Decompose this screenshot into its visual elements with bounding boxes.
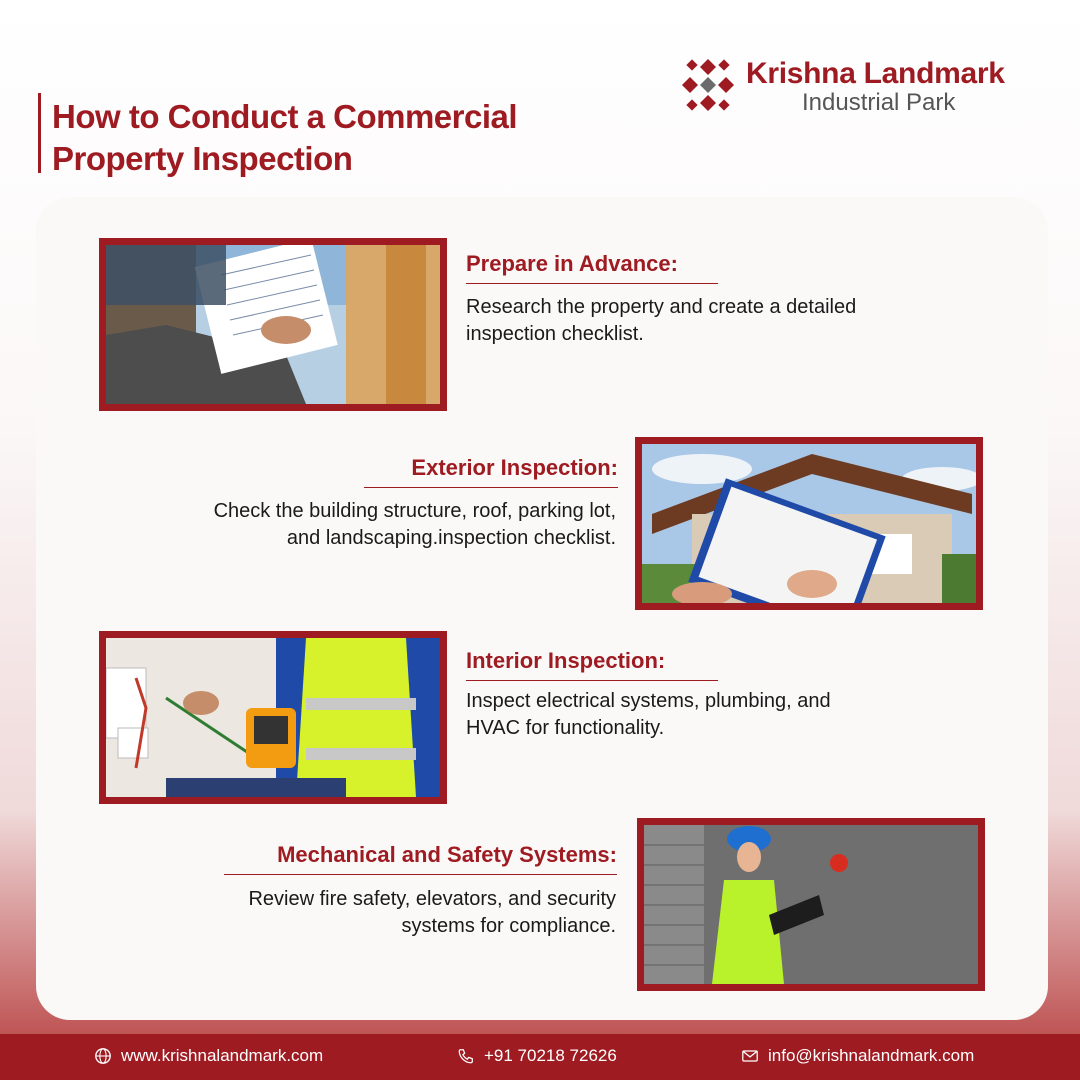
step-1-desc-line-2: inspection checklist. bbox=[466, 323, 644, 345]
safety-inspector-photo bbox=[637, 818, 985, 991]
clipboard-checklist-photo bbox=[99, 238, 447, 411]
step-1-description bbox=[466, 294, 906, 348]
globe-icon bbox=[94, 1047, 112, 1065]
step-1-desc-line-1: Research the property and create a detailed bbox=[466, 296, 857, 318]
mail-icon bbox=[741, 1047, 759, 1065]
website-text[interactable]: www.krishnalandmark.com bbox=[121, 1046, 324, 1065]
step-4-description bbox=[150, 886, 616, 940]
footer-phone[interactable] bbox=[457, 1046, 617, 1066]
house-exterior-photo bbox=[635, 437, 983, 610]
step-3-heading: Interior Inspection: bbox=[466, 648, 718, 681]
title-accent-bar bbox=[38, 93, 41, 173]
step-4-desc-line-2: systems for compliance. bbox=[401, 915, 616, 937]
step-3-description bbox=[466, 688, 906, 742]
step-3-desc-line-2: HVAC for functionality. bbox=[466, 717, 665, 739]
step-4-desc-line-1: Review fire safety, elevators, and security bbox=[248, 888, 616, 910]
footer-email[interactable] bbox=[741, 1046, 974, 1066]
step-2-heading: Exterior Inspection: bbox=[364, 455, 618, 488]
brand-mark-icon bbox=[678, 55, 738, 115]
page-title-line-2: Property Inspection bbox=[52, 140, 353, 177]
brand-name: Krishna Landmark bbox=[746, 57, 1005, 90]
step-3-desc-line-1: Inspect electrical systems, plumbing, and bbox=[466, 690, 831, 712]
step-2-description bbox=[150, 498, 616, 552]
brand-subtitle: Industrial Park bbox=[802, 89, 956, 116]
email-text[interactable]: info@krishnalandmark.com bbox=[768, 1046, 975, 1065]
phone-text[interactable]: +91 70218 72626 bbox=[484, 1046, 617, 1065]
phone-icon bbox=[457, 1047, 475, 1065]
brand-logo bbox=[678, 55, 1038, 115]
step-2-desc-line-2: and landscaping.inspection checklist. bbox=[286, 527, 616, 549]
contact-footer bbox=[0, 1034, 1080, 1080]
page-title-line-1: How to Conduct a Commercial bbox=[52, 98, 518, 135]
step-1-heading: Prepare in Advance: bbox=[466, 251, 718, 284]
footer-website[interactable] bbox=[94, 1046, 323, 1066]
step-2-desc-line-1: Check the building structure, roof, parking lot, bbox=[213, 500, 616, 522]
electrician-testing-photo bbox=[99, 631, 447, 804]
page-title bbox=[52, 96, 612, 180]
step-4-heading: Mechanical and Safety Systems: bbox=[224, 842, 617, 875]
